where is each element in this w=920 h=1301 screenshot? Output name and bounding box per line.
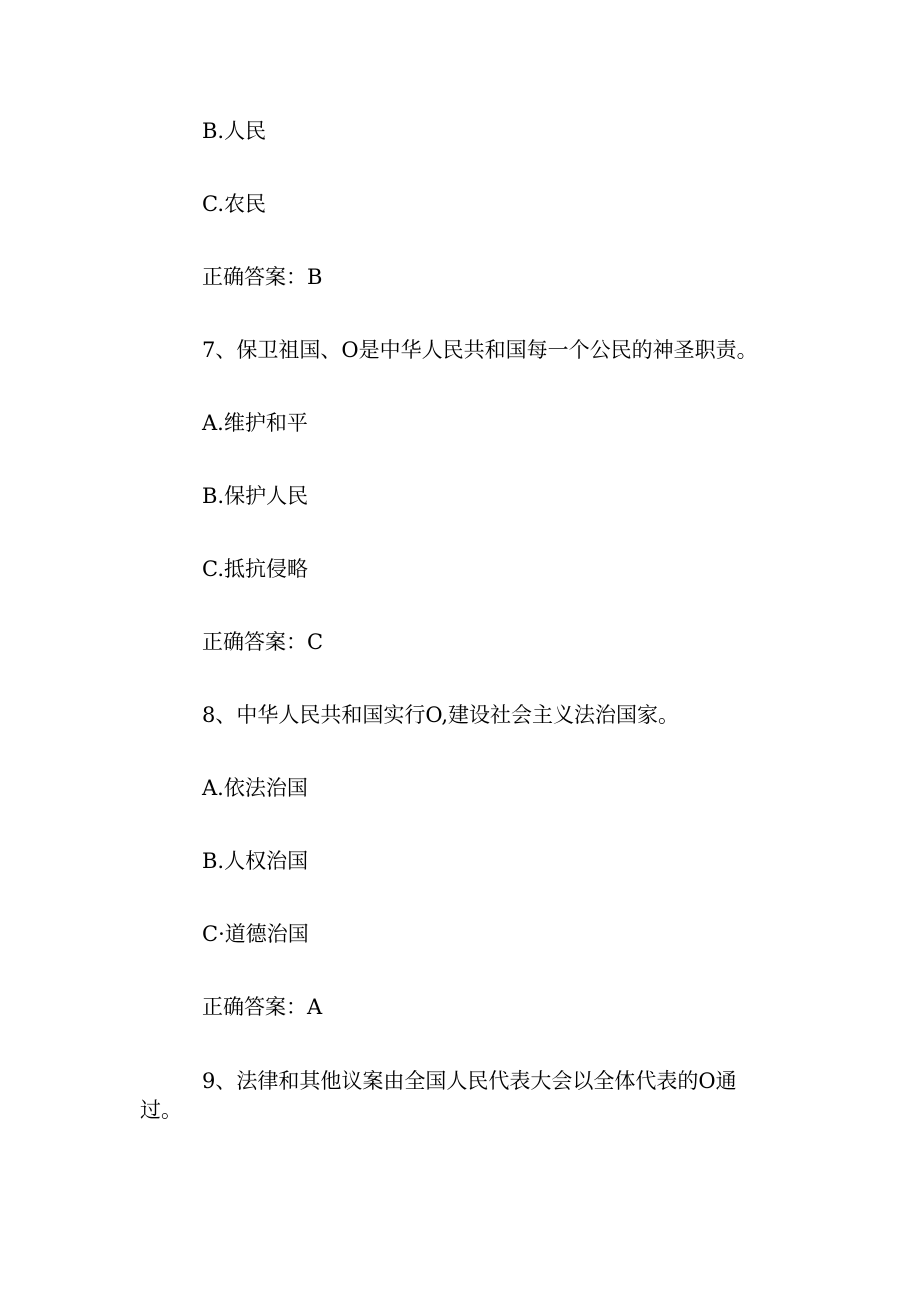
q6-answer: 正确答案：B (202, 265, 323, 289)
q8-option-a: A.依法治国 (202, 776, 308, 800)
q9-question-line1: 9、法律和其他议案由全国人民代表大会以全体代表的O通 (202, 1069, 737, 1093)
q6-option-b: B.人民 (202, 119, 267, 143)
q8-option-c: C·道德治国 (202, 922, 309, 946)
q6-option-c: C.农民 (202, 192, 266, 216)
q7-question: 7、保卫祖国、O是中华人民共和国每一个公民的神圣职责。 (202, 338, 758, 362)
q8-question: 8、中华人民共和国实行O,建设社会主义法治国家。 (202, 703, 680, 727)
q8-answer: 正确答案：A (202, 995, 323, 1019)
q7-option-a: A.维护和平 (202, 411, 308, 435)
q8-option-b: B.人权治国 (202, 849, 309, 873)
q7-option-b: B.保护人民 (202, 484, 309, 508)
q9-question-line2: 过。 (140, 1098, 182, 1122)
q7-option-c: C.抵抗侵略 (202, 557, 308, 581)
q7-answer: 正确答案：C (202, 630, 324, 654)
